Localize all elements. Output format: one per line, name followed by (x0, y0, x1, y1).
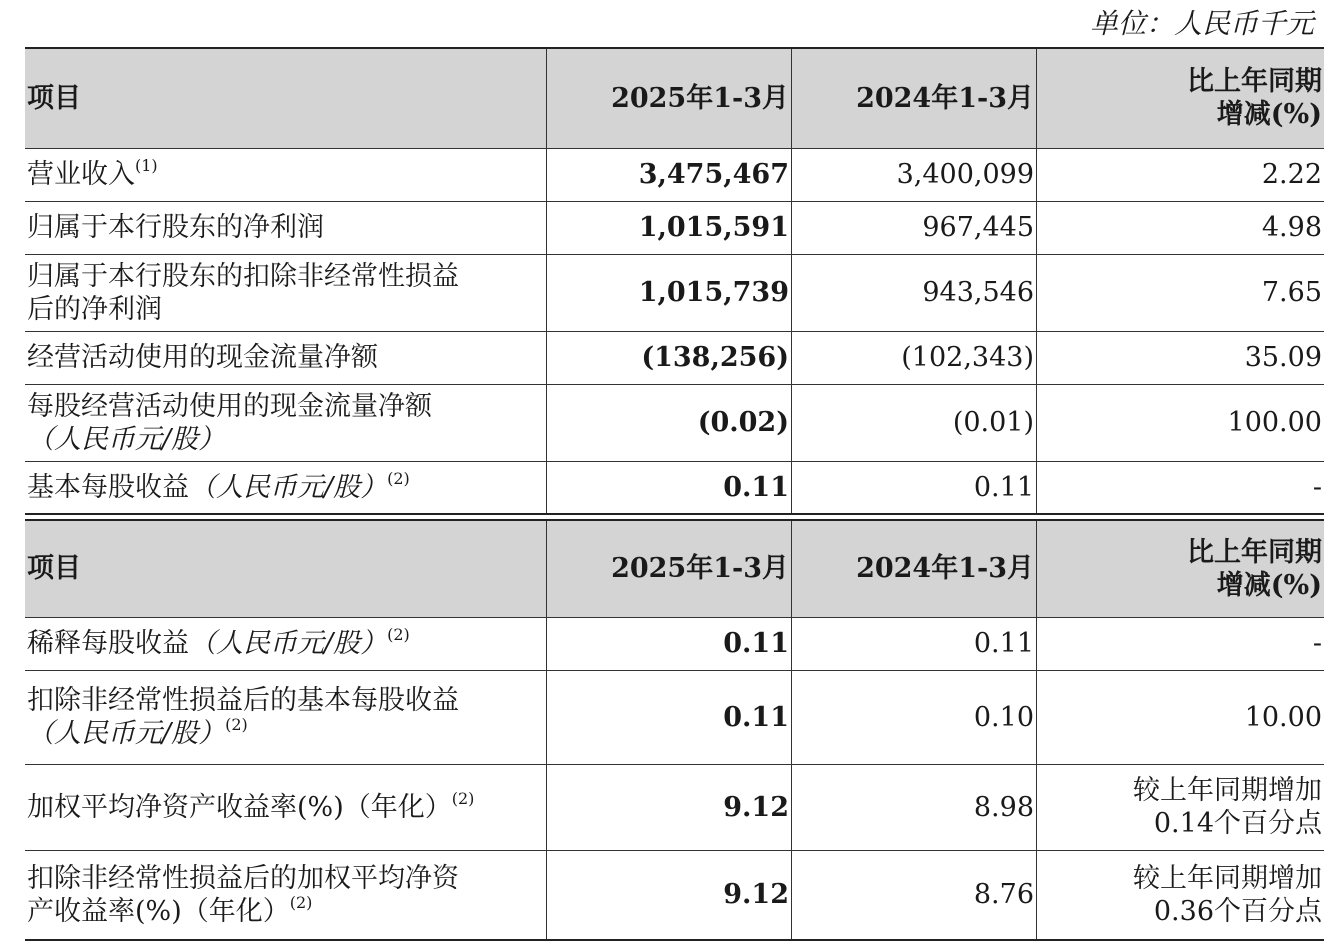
current-value: 9.12 (547, 764, 792, 850)
header-previous-period: 2024年1-3月 (792, 520, 1037, 617)
change-value: 2.22 (1037, 148, 1325, 201)
current-value: 3,475,467 (547, 148, 792, 201)
previous-value: 3,400,099 (792, 148, 1037, 201)
change-value: 10.00 (1037, 670, 1325, 764)
row-label: 扣除非经常性损益后的基本每股收益 （人民币元/股）$^{(2)}$ (25, 670, 547, 764)
table-header-row (25, 520, 1324, 617)
table-row (25, 384, 1324, 461)
footnote-marker: (2) (387, 625, 410, 644)
row-label: 扣除非经常性损益后的加权平均净资 产收益率(%)（年化）$^{(2)}$ (25, 850, 547, 940)
row-label: 归属于本行股东的净利润 (25, 201, 547, 254)
header-current-period: 2025年1-3月 (547, 48, 792, 148)
row-label: 稀释每股收益（人民币元/股）$^{(2)}$ (25, 617, 547, 670)
financial-table-1 (25, 47, 1324, 515)
current-value: (138,256) (547, 331, 792, 384)
table-row (25, 764, 1324, 850)
table-header-row (25, 48, 1324, 148)
previous-value: 0.11 (792, 617, 1037, 670)
financial-table-2 (25, 519, 1324, 941)
change-value: 较上年同期增加 0.14个百分点 (1037, 764, 1325, 850)
table-row (25, 201, 1324, 254)
footnote-marker: (2) (451, 788, 475, 808)
table-row (25, 617, 1324, 670)
footnote-marker: (2) (225, 715, 248, 734)
row-label: 归属于本行股东的扣除非经常性损益 后的净利润 (25, 254, 547, 331)
row-label: 加权平均净资产收益率(%)（年化）$^{(2)}$ (25, 764, 547, 850)
previous-value: 8.76 (792, 850, 1037, 940)
previous-value: 0.11 (792, 461, 1037, 514)
header-previous-period: 2024年1-3月 (792, 48, 1037, 148)
current-value: 0.11 (547, 617, 792, 670)
table-row (25, 148, 1324, 201)
change-value: 7.65 (1037, 254, 1325, 331)
previous-value: 967,445 (792, 201, 1037, 254)
footnote-marker: (2) (387, 468, 410, 488)
table-row (25, 670, 1324, 764)
header-change-line2: 增减(%) (1216, 99, 1322, 131)
change-value: 较上年同期增加 0.36个百分点 (1037, 850, 1325, 940)
change-value: 35.09 (1037, 331, 1325, 384)
previous-value: 8.98 (792, 764, 1037, 850)
previous-value: 0.10 (792, 670, 1037, 764)
footnote-marker: (2) (289, 892, 313, 912)
header-change (1037, 48, 1325, 148)
current-value: (0.02) (547, 384, 792, 461)
current-value: 9.12 (547, 850, 792, 940)
current-value: 1,015,739 (547, 254, 792, 331)
header-current-period: 2025年1-3月 (547, 520, 792, 617)
footnote-marker: (1) (135, 156, 158, 175)
change-value: - (1037, 461, 1325, 514)
previous-value: (0.01) (792, 384, 1037, 461)
change-value: 4.98 (1037, 201, 1325, 254)
header-change-line1: 比上年同期 (1187, 66, 1322, 98)
table-row (25, 331, 1324, 384)
change-value: - (1037, 617, 1325, 670)
current-value: 0.11 (547, 670, 792, 764)
row-label: 每股经营活动使用的现金流量净额 （人民币元/股） (25, 384, 547, 461)
row-label: 营业收入$^{(1)}$ (25, 148, 547, 201)
previous-value: 943,546 (792, 254, 1037, 331)
table-row (25, 461, 1324, 514)
table-row (25, 850, 1324, 940)
previous-value: (102,343) (792, 331, 1037, 384)
header-item: 项目 (25, 520, 547, 617)
header-change (1037, 520, 1325, 617)
header-change-line2: 增减(%) (1216, 569, 1322, 601)
change-value: 100.00 (1037, 384, 1325, 461)
table-row (25, 254, 1324, 331)
row-label: 基本每股收益（人民币元/股）$^{(2)}$ (25, 461, 547, 514)
header-item: 项目 (25, 48, 547, 148)
current-value: 0.11 (547, 461, 792, 514)
unit-label: 单位：人民币千元 (1089, 7, 1314, 40)
row-label: 经营活动使用的现金流量净额 (25, 331, 547, 384)
current-value: 1,015,591 (547, 201, 792, 254)
header-change-line1: 比上年同期 (1187, 536, 1322, 568)
